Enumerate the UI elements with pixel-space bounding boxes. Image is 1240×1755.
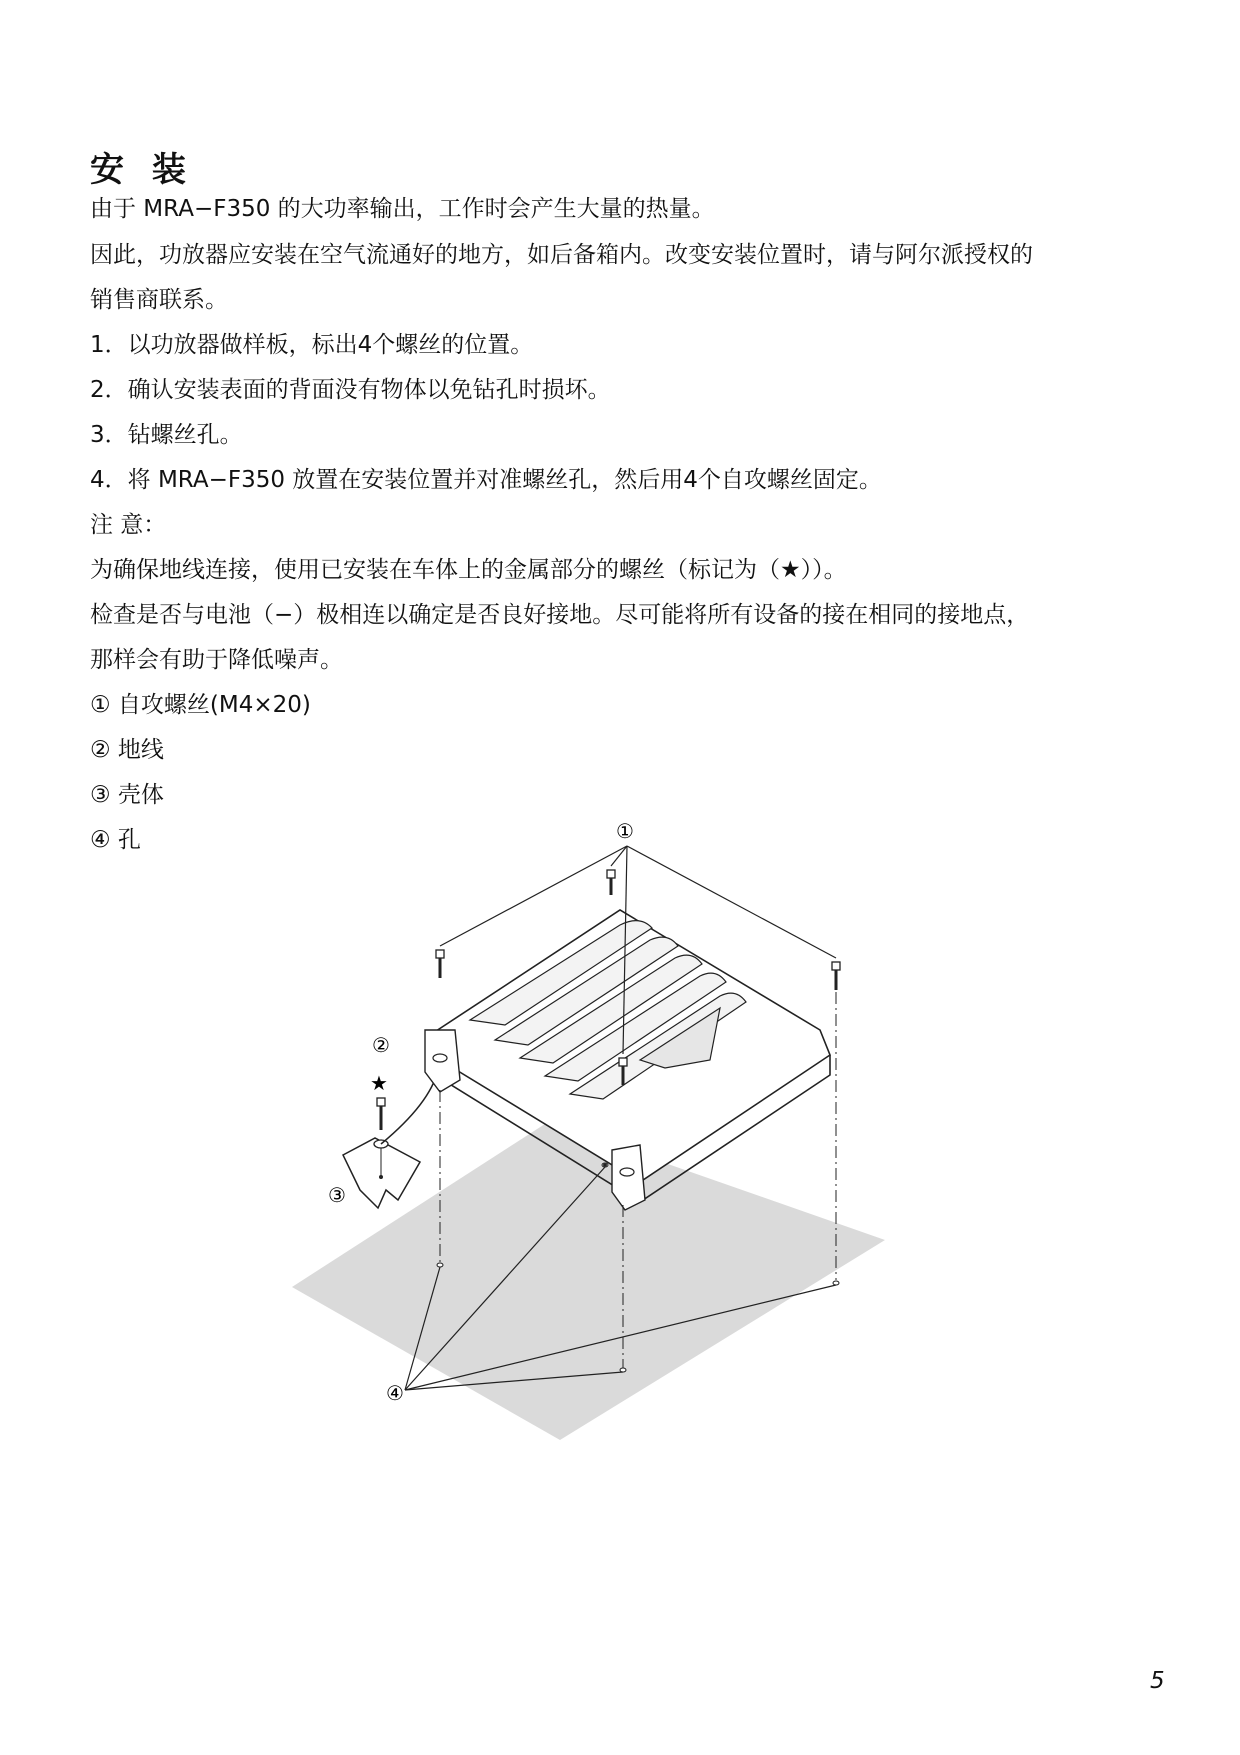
step-1: 1．以功放器做样板，标出4个螺丝的位置。 xyxy=(90,332,534,358)
callout-2: ② xyxy=(372,1033,390,1057)
step-4: 4．将 MRA−F350 放置在安装位置并对准螺丝孔，然后用4个自攻螺丝固定。 xyxy=(90,467,882,493)
callout-4: ④ xyxy=(386,1381,404,1405)
intro-text: 由于 MRA−F350 的大功率输出，工作时会产生大量的热量。 xyxy=(90,196,715,222)
legend-item-chassis: ③ 壳体 xyxy=(90,782,164,808)
page-title: 安 装 xyxy=(90,150,194,190)
page-number: 5 xyxy=(1150,1668,1165,1694)
star-mark: ★ xyxy=(370,1071,388,1095)
screw-icon xyxy=(607,870,615,895)
callout-1: ① xyxy=(616,819,634,843)
screw-icon xyxy=(436,950,444,978)
note-line: 那样会有助于降低噪声。 xyxy=(90,647,343,673)
paragraph-line: 因此，功放器应安装在空气流通好的地方，如后备箱内。改变安装位置时，请与阿尔派授权的 xyxy=(90,242,1033,268)
step-2: 2．确认安装表面的背面没有物体以免钻孔时损坏。 xyxy=(90,377,611,403)
legend-item-ground-wire: ② 地线 xyxy=(90,737,164,763)
ground-screw-icon xyxy=(377,1098,385,1130)
legend-item-screw: ① 自攻螺丝(M4×20) xyxy=(90,692,311,718)
paragraph-line: 销售商联系。 xyxy=(90,287,228,313)
note-line: 检查是否与电池（−）极相连以确定是否良好接地。尽可能将所有设备的接在相同的接地点， xyxy=(90,602,1030,628)
legend-item-hole: ④ 孔 xyxy=(90,827,141,853)
note-line: 为确保地线连接，使用已安装在车体上的金属部分的螺丝（标记为（★））。 xyxy=(90,557,847,583)
callout-3: ③ xyxy=(328,1183,346,1207)
step-3: 3．钻螺丝孔。 xyxy=(90,422,243,448)
screw-icon xyxy=(832,962,840,990)
note-label: 注 意： xyxy=(90,512,167,538)
